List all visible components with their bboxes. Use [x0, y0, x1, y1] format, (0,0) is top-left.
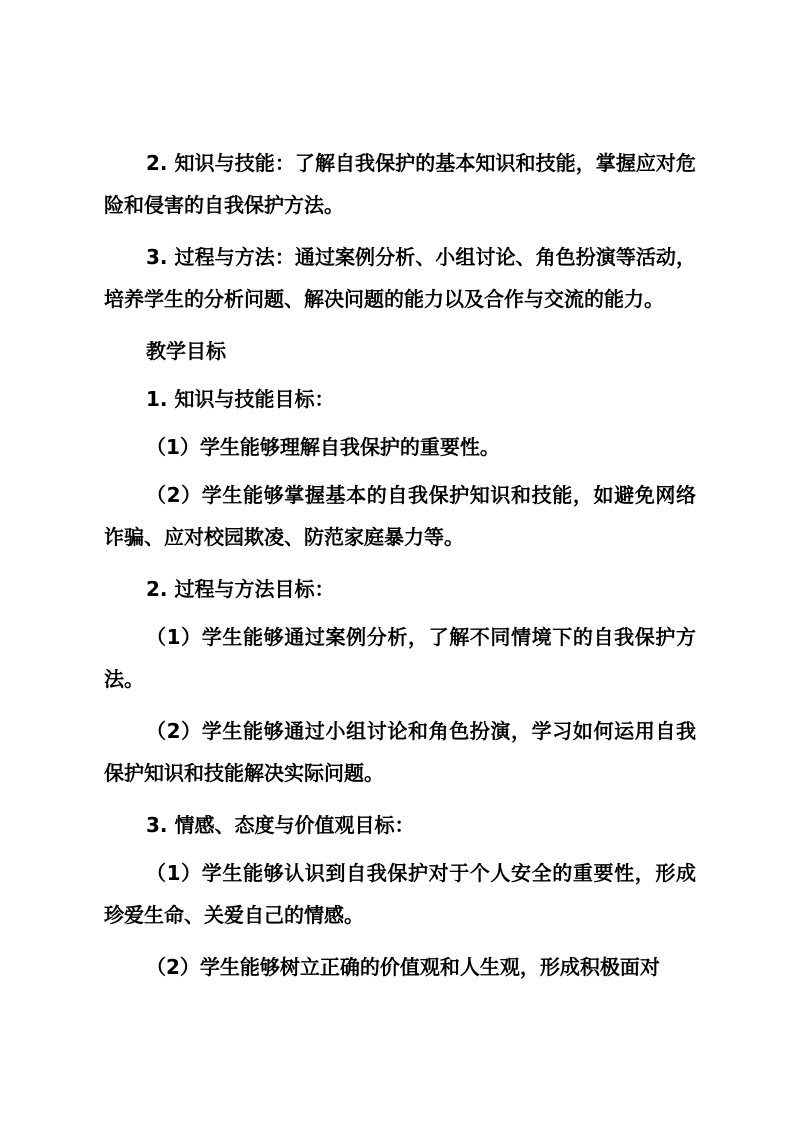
- goal-item-3-2: （2）学生能够树立正确的价值观和人生观，形成积极面对: [146, 955, 660, 979]
- goal-item-1-1: （1）学生能够理解自我保护的重要性。: [146, 435, 500, 459]
- goal-item-1-2: （2）学生能够掌握基本的自我保护知识和技能，如避免网络诈骗、应对校园欺凌、防范家庭暴力等。: [104, 483, 696, 549]
- section-heading-teaching-goals: 教学目标: [146, 339, 226, 363]
- goal-heading-process-methods: 2. 过程与方法目标：: [146, 577, 335, 601]
- document-body: [104, 142, 696, 998]
- goal-item-2-1: （1）学生能够通过案例分析，了解不同情境下的自我保护方法。: [104, 625, 696, 691]
- goal-item-3-1: （1）学生能够认识到自我保护对于个人安全的重要性，形成珍爱生命、关爱自己的情感。: [104, 861, 696, 927]
- goal-heading-emotion-values: 3. 情感、态度与价值观目标：: [146, 813, 415, 837]
- paragraph-knowledge-skills: 2. 知识与技能：了解自我保护的基本知识和技能，掌握应对危险和侵害的自我保护方法。: [104, 151, 696, 217]
- goal-heading-knowledge-skills: 1. 知识与技能目标：: [146, 387, 335, 411]
- goal-item-2-2: （2）学生能够通过小组讨论和角色扮演，学习如何运用自我保护知识和技能解决实际问题。: [104, 719, 696, 785]
- paragraph-process-methods: 3. 过程与方法：通过案例分析、小组讨论、角色扮演等活动，培养学生的分析问题、解决问题的能力以及合作与交流的能力。: [104, 245, 696, 311]
